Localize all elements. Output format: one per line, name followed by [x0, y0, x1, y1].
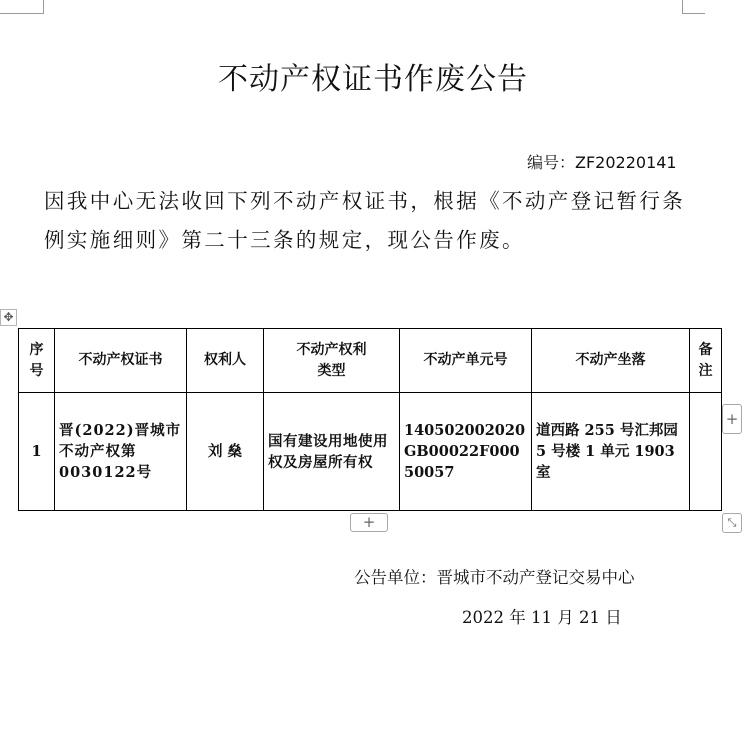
header-cert: 不动产权证书	[55, 329, 187, 393]
page-title: 不动产权证书作废公告	[218, 62, 528, 97]
plus-icon: +	[362, 513, 376, 531]
page-corner-mark-right	[682, 0, 705, 14]
cell-cert: 晋(2022)晋城市不动产权第0030122号	[55, 393, 187, 511]
header-unit-no: 不动产单元号	[400, 329, 532, 393]
table-header-row	[19, 329, 722, 393]
header-right-type: 不动产权利类型	[264, 329, 400, 393]
notice-date: 2022 年 11 月 21 日	[462, 608, 622, 627]
plus-icon: +	[725, 410, 739, 428]
move-arrows-icon[interactable]: ✥	[0, 309, 17, 326]
void-certificate-table	[18, 328, 722, 511]
cell-right-type: 国有建设用地使用权及房屋所有权	[264, 393, 400, 511]
header-seq: 序号	[19, 329, 55, 393]
cell-unit-no: 140502002020GB00022F00050057	[400, 393, 532, 511]
cell-holder: 刘 燊	[187, 393, 264, 511]
issuer-line: 公告单位：晋城市不动产登记交易中心	[354, 568, 635, 587]
cell-location: 道西路 255 号汇邦园 5 号楼 1 单元 1903 室	[532, 393, 690, 511]
cell-seq: 1	[19, 393, 55, 511]
document-number: 编号：ZF20220141	[527, 153, 677, 172]
page-corner-mark-left	[0, 0, 44, 14]
add-column-button[interactable]	[722, 404, 742, 434]
header-holder: 权利人	[187, 329, 264, 393]
header-remarks: 备注	[690, 329, 722, 393]
cell-remarks	[690, 393, 722, 511]
header-location: 不动产坐落	[532, 329, 690, 393]
diagonal-resize-icon[interactable]: ⤡	[722, 513, 742, 533]
add-row-button[interactable]	[350, 513, 388, 532]
table-row	[19, 393, 722, 511]
notice-body: 因我中心无法收回下列不动产权证书，根据《不动产登记暂行条例实施细则》第二十三条的规定，现公告作废。	[44, 189, 686, 252]
